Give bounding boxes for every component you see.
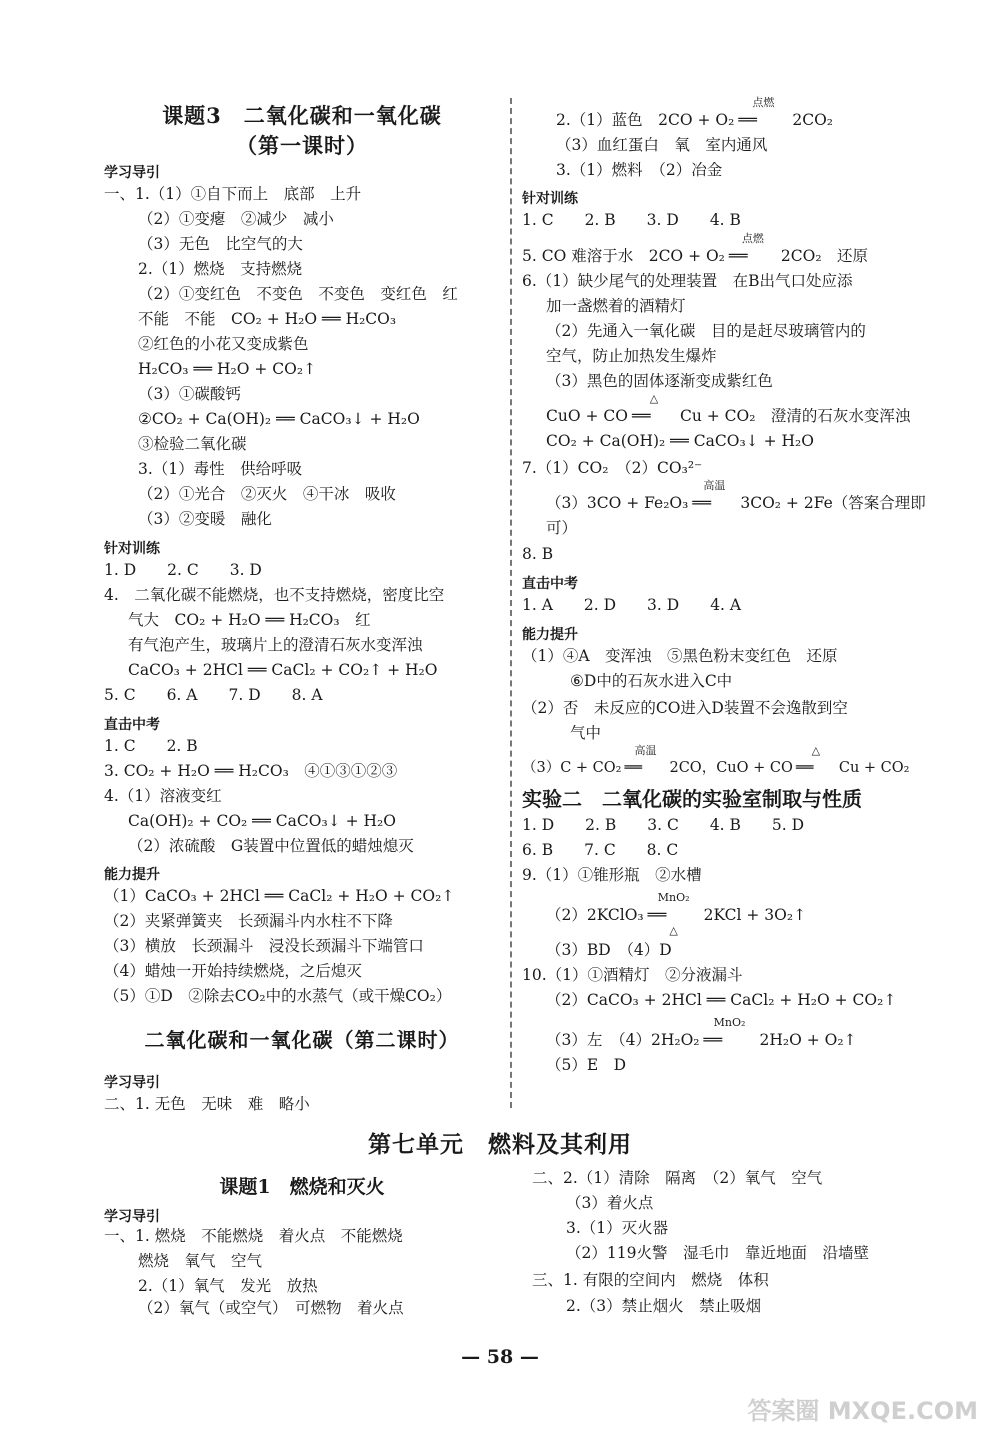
- reaction-arrow: 点燃 ══: [738, 96, 775, 129]
- section-heading: 针对训练: [522, 191, 578, 207]
- answer-line: 1. D 2. B 3. C 4. B 5. D: [522, 816, 805, 834]
- answer-line: （1）④A 变浑浊 ⑤黑色粉末变红色 还原: [522, 647, 838, 665]
- answer-line: （3）①碳酸钙: [138, 385, 241, 403]
- section-heading: 针对训练: [104, 541, 160, 557]
- reaction-arrow: MnO₂ ══: [703, 1016, 746, 1049]
- answer-line: （2）①光合 ②灭火 ④干冰 吸收: [138, 485, 396, 503]
- section-heading: 学习导引: [104, 1209, 160, 1225]
- answer-line: 一、1.（1）①自下而上 底部 上升: [104, 185, 362, 203]
- answer-line: （2）①变红色 不变色 不变色 变红色 红: [138, 285, 458, 303]
- answer-line: 2.（1）燃烧 支持燃烧: [138, 260, 303, 278]
- answer-line: （5）①D ②除去CO₂中的水蒸气（或干燥CO₂）: [104, 987, 452, 1005]
- answer-line: CaCO₃ + 2HCl ══ CaCl₂ + CO₂↑ + H₂O: [128, 661, 438, 679]
- answer-line: 1. C 2. B 3. D 4. B: [522, 211, 741, 229]
- answer-line: （3）左 （4）2H₂O₂ MnO₂ ══ 2H₂O + O₂↑: [546, 1016, 857, 1049]
- reaction-arrow: 高温 ══: [624, 744, 657, 776]
- answer-line: 1. A 2. D 3. D 4. A: [522, 596, 742, 614]
- answer-line: 3.（1）灭火器: [566, 1219, 669, 1237]
- section-heading: 能力提升: [104, 867, 160, 883]
- experiment-title: 实验二 二氧化碳的实验室制取与性质: [522, 787, 862, 811]
- answer-line: 3. CO₂ + H₂O ══ H₂CO₃ ④①③①②③: [104, 762, 398, 780]
- answer-line: ②CO₂ + Ca(OH)₂ ══ CaCO₃↓ + H₂O: [138, 410, 420, 428]
- answer-line: 1. C 2. B: [104, 737, 198, 755]
- answer-line: 1. D 2. C 3. D: [104, 561, 262, 579]
- answer-line: （3）无色 比空气的大: [138, 235, 303, 253]
- section-heading: 能力提升: [522, 627, 578, 643]
- answer-line: （3）着火点: [566, 1194, 654, 1212]
- answer-line: 6. B 7. C 8. C: [522, 841, 679, 859]
- answer-line: 8. B: [522, 545, 554, 563]
- answer-line: 4. 二氧化碳不能燃烧，也不支持燃烧，密度比空: [104, 586, 445, 604]
- answer-line: CO₂ + Ca(OH)₂ ══ CaCO₃↓ + H₂O: [546, 432, 814, 450]
- answer-line: （2）夹紧弹簧夹 长颈漏斗内水柱不下降: [104, 912, 393, 930]
- answer-line: 10.（1）①酒精灯 ②分液漏斗: [522, 966, 743, 984]
- page-number: — 58 —: [461, 1346, 539, 1368]
- answer-line: （4）蜡烛一开始持续燃烧，之后熄灭: [104, 962, 362, 980]
- answer-line: 3.（1）毒性 供给呼吸: [138, 460, 303, 478]
- answer-line: 9.（1）①锥形瓶 ②水槽: [522, 866, 702, 884]
- watermark-logo: 答案圈 MXQE.COM: [747, 1397, 978, 1425]
- answer-line: 2.（1）蓝色 2CO + O₂ 点燃 ══ 2CO₂: [556, 96, 833, 129]
- answer-line: （3）②变暖 融化: [138, 510, 272, 528]
- answer-line: 空气，防止加热发生爆炸: [546, 347, 717, 365]
- answer-line: （3）C + CO₂ 高温 ══ 2CO，CuO + CO △ ══ Cu + CO₂: [522, 744, 910, 776]
- answer-line: 2.（3）禁止烟火 禁止吸烟: [566, 1297, 762, 1315]
- lesson-subtitle: （第一课时）: [236, 133, 368, 158]
- answer-line: （2）119火警 湿毛巾 靠近地面 沿墙壁: [566, 1244, 869, 1262]
- answer-line: 2.（1）氧气 发光 放热: [138, 1277, 318, 1295]
- answer-line: （5）E D: [546, 1056, 627, 1074]
- reaction-arrow: △ ══: [631, 392, 659, 425]
- column-divider: [510, 98, 512, 1108]
- section-heading: 直击中考: [522, 576, 578, 592]
- answer-line: （3）BD （4）D: [546, 941, 672, 959]
- answer-line: （2）①变瘪 ②减少 减小: [138, 210, 334, 228]
- answer-line: 一、1. 燃烧 不能燃烧 着火点 不能燃烧: [104, 1227, 403, 1245]
- answer-line: 6.（1）缺少尾气的处理装置 在B出气口处应添: [522, 272, 853, 290]
- answer-line: （3）黑色的固体逐渐变成紫红色: [546, 372, 773, 390]
- answer-line: 可）: [546, 519, 578, 537]
- answer-line: 不能 不能 CO₂ + H₂O ══ H₂CO₃: [138, 310, 397, 328]
- answer-line: （3）3CO + Fe₂O₃ 高温 ══ 3CO₂ + 2Fe（答案合理即: [546, 479, 926, 512]
- lesson-title: 课题1 燃烧和灭火: [219, 1176, 385, 1198]
- answer-line: （2）否 未反应的CO进入D装置不会逸散到空: [522, 699, 848, 717]
- answer-line: （2）2KClO₃ MnO₂ ══ △ 2KCl + 3O₂↑: [546, 891, 807, 937]
- answer-line: 5. CO 难溶于水 2CO + O₂ 点燃 ══ 2CO₂ 还原: [522, 232, 869, 265]
- answer-line: （2）浓硫酸 G装置中位置低的蜡烛熄灭: [128, 837, 414, 855]
- answer-line: 燃烧 氧气 空气: [138, 1252, 263, 1270]
- answer-line: 有气泡产生，玻璃片上的澄清石灰水变浑浊: [128, 636, 423, 654]
- answer-line: 气大 CO₂ + H₂O ══ H₂CO₃ 红: [128, 611, 371, 629]
- answer-line: 7.（1）CO₂ （2）CO₃²⁻: [522, 459, 703, 477]
- reaction-arrow: 高温 ══: [692, 479, 726, 512]
- answer-line: 加一盏燃着的酒精灯: [546, 297, 686, 315]
- reaction-arrow: 点燃 ══: [728, 232, 764, 265]
- answer-line: CuO + CO △ ══ Cu + CO₂ 澄清的石灰水变浑浊: [546, 392, 911, 425]
- answer-line: 3.（1）燃料 （2）冶金: [556, 161, 723, 179]
- answer-line: （3）横放 长颈漏斗 浸没长颈漏斗下端管口: [104, 937, 424, 955]
- reaction-arrow: MnO₂ ══ △: [647, 891, 690, 937]
- answer-line: 4.（1）溶液变红: [104, 787, 222, 805]
- unit-title: 第七单元 燃料及其利用: [368, 1131, 632, 1158]
- answer-line: ⑥D中的石灰水进入C中: [570, 672, 733, 690]
- answer-line: （2）氧气（或空气） 可燃物 着火点: [138, 1299, 404, 1317]
- answer-line: 三、1. 有限的空间内 燃烧 体积: [532, 1271, 769, 1289]
- answer-line: 5. C 6. A 7. D 8. A: [104, 686, 323, 704]
- section-heading: 学习导引: [104, 165, 160, 181]
- answer-line: （3）血红蛋白 氧 室内通风: [556, 136, 768, 154]
- section-heading: 学习导引: [104, 1075, 160, 1091]
- reaction-arrow: △ ══: [795, 744, 821, 776]
- answer-line: （1）CaCO₃ + 2HCl ══ CaCl₂ + H₂O + CO₂↑: [104, 887, 455, 905]
- section-heading: 直击中考: [104, 717, 160, 733]
- lesson-title: 课题3 二氧化碳和一氧化碳: [162, 103, 442, 128]
- answer-line: ③检验二氧化碳: [138, 435, 247, 453]
- answer-line: 气中: [570, 724, 602, 742]
- answer-line: Ca(OH)₂ + CO₂ ══ CaCO₃↓ + H₂O: [128, 812, 396, 830]
- answer-line: 二、2.（1）清除 隔离 （2）氧气 空气: [532, 1169, 823, 1187]
- answer-line: （2）先通入一氧化碳 目的是赶尽玻璃管内的: [546, 322, 866, 340]
- answer-line: 二、1. 无色 无味 难 略小: [104, 1095, 310, 1113]
- answer-line: （2）CaCO₃ + 2HCl ══ CaCl₂ + H₂O + CO₂↑: [546, 991, 897, 1009]
- answer-line: ②红色的小花又变成紫色: [138, 335, 309, 353]
- lesson-title: 二氧化碳和一氧化碳（第二课时）: [144, 1028, 460, 1052]
- answer-line: H₂CO₃ ══ H₂O + CO₂↑: [138, 360, 317, 378]
